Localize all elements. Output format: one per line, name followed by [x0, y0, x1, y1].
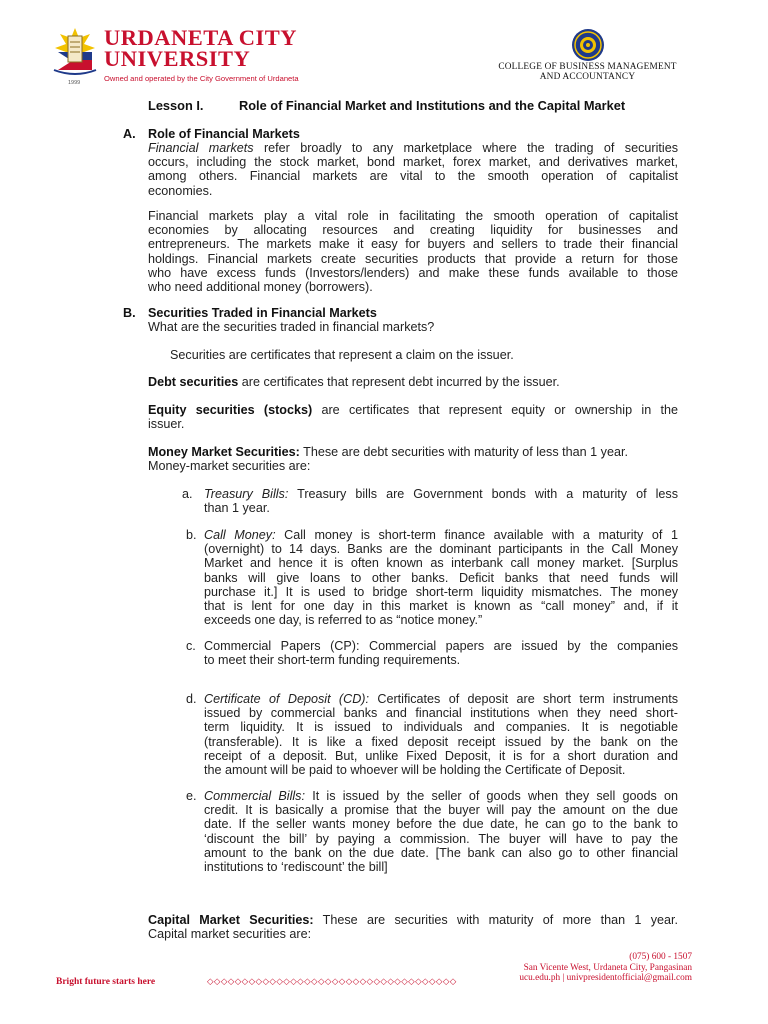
text-line: term liquidity. It is issued to individuals and companies. It is negotiable [204, 720, 678, 735]
university-subtitle: Owned and operated by the City Government of Urdaneta [104, 74, 299, 83]
item-c-letter: c. [186, 639, 196, 653]
commercial-bills-term: Commercial Bills: [204, 789, 305, 803]
college-name [460, 62, 715, 82]
text-line: Market and hence it is often known as interbank call money market. [Surplus [204, 556, 678, 571]
certificate-of-deposit-item [204, 692, 678, 777]
certificate-of-deposit-term: Certificate of Deposit (CD): [204, 692, 370, 706]
item-d-letter: d. [186, 692, 197, 706]
university-name [104, 25, 297, 71]
call-money-item [204, 528, 678, 627]
text-line: to meet their short-term funding requirements. [204, 653, 461, 668]
text-line: the amount will be paid to whoever will be holding the Certificate of Deposit. [204, 763, 626, 778]
capital-market-text [148, 913, 678, 941]
university-name-line1: URDANETA CITY [104, 25, 297, 50]
lesson-number: Lesson I. [148, 98, 204, 113]
text-line: issuer. [148, 417, 185, 432]
text-line: that is lent for one day in this market is known as “call money” and, if it [204, 599, 678, 614]
call-money-term: Call Money: [204, 528, 276, 542]
section-a-paragraph-1 [148, 141, 678, 198]
commercial-papers-item [204, 639, 678, 667]
university-name-line2: UNIVERSITY [104, 45, 251, 71]
text-line: credit. It is basically a promise that the buyer will pay the amount on the due [204, 803, 678, 818]
lesson-title: Role of Financial Market and Institutions and the Capital Market [239, 98, 626, 113]
text-line: It is issued by the seller of goods when they sell goods on [304, 789, 678, 803]
item-a-letter: a. [182, 487, 193, 501]
text-line: holdings. Financial markets create securities products that provide a return for those [148, 251, 678, 266]
logo-year: 1999 [68, 80, 81, 86]
text-line: than 1 year. [204, 501, 270, 516]
footer-address: San Vicente West, Urdaneta City, Pangasinan [523, 962, 692, 973]
text-line: Call money is short-term finance available with a maturity of 1 [275, 528, 678, 542]
text-line: date. If the seller wants money before the due date, he can go to the bank to [204, 817, 678, 832]
section-a-paragraph-2 [148, 209, 678, 294]
text-line: amount to the bank on the due date. [The bank can also go to other financial [204, 845, 678, 860]
text-line: economies by allocating resources and creating liquidity for businesses and [148, 223, 678, 238]
text-line: These are debt securities with maturity of less than 1 year. [299, 445, 628, 459]
capital-market-term: Capital Market Securities: [148, 913, 314, 927]
text-line: issued by commercial banks and financial institutions when they need short- [204, 706, 678, 721]
college-line1: COLLEGE OF BUSINESS MANAGEMENT [498, 62, 677, 72]
text-line: refer broadly to any marketplace where the trading of securities [253, 141, 679, 155]
debt-securities-term: Debt securities [148, 375, 239, 389]
equity-securities-text [148, 403, 678, 431]
university-logo [48, 24, 102, 86]
college-seal [571, 28, 605, 62]
text-line: institutions to ‘rediscount’ the bill] [204, 860, 388, 875]
text-line: Certificates of deposit are short term instruments [369, 692, 679, 706]
text-line: exceeds one day, is referred to as “notice money.” [204, 613, 483, 628]
footer-contact-block [519, 952, 692, 984]
item-e-letter: e. [186, 789, 197, 803]
financial-markets-term: Financial markets [148, 141, 254, 155]
text-line: among others. Financial markets are vital to the smooth operation of capitalist [148, 169, 678, 184]
section-b-title: Securities Traded in Financial Markets [148, 306, 377, 320]
text-line: economies. [148, 183, 213, 198]
footer-ornament: ◇◇◇◇◇◇◇◇◇◇◇◇◇◇◇◇◇◇◇◇◇◇◇◇◇◇◇◇◇◇◇◇◇◇◇◇ [207, 977, 457, 987]
item-b-letter: b. [186, 528, 197, 542]
text-line: receipt of a deposit. But, unlike Fixed Deposit, it is for a short duration and [204, 748, 678, 763]
section-b-question: What are the securities traded in financial markets? [148, 320, 435, 334]
text-line: Financial markets play a vital role in facilitating the smooth operation of capitalist [148, 209, 678, 223]
footer-phone: (075) 600 - 1507 [629, 952, 692, 962]
text-line: banks will give loans to other banks. Deficit banks that need funds will [204, 570, 678, 585]
treasury-bills-item [204, 487, 678, 515]
securities-definition: Securities are certificates that represent a claim on the issuer. [170, 348, 514, 362]
text-line: Money-market securities are: [148, 459, 311, 474]
text-line: Capital market securities are: [148, 927, 312, 942]
text-line: are certificates that represent debt incurred by the issuer. [238, 375, 560, 389]
text-line: entrepreneurs. The markets make it easy for buyers and sellers to trade their financial [148, 237, 678, 252]
money-market-text [148, 445, 678, 473]
text-line: occurs, including the stock market, bond market, forex market, and derivatives market, [148, 155, 678, 170]
treasury-bills-term: Treasury Bills: [204, 487, 289, 501]
text-line: Commercial Papers (CP): Commercial papers are issued by the companies [204, 639, 678, 653]
section-b-letter: B. [123, 306, 136, 320]
text-line: are certificates that represent equity or ownership in the [312, 403, 679, 417]
money-market-term: Money Market Securities: [148, 445, 300, 459]
text-line: ‘discount the bill’ by paying a commission. The buyer will have to pay the [204, 831, 678, 846]
section-a-title: Role of Financial Markets [148, 127, 300, 141]
text-line: (overnight) to 14 days. Banks are the dominant participants in the Call Money [204, 542, 678, 557]
commercial-bills-item [204, 789, 678, 874]
footer-web-email: ucu.edu.ph | univpresidentofficial@gmail.com [519, 973, 692, 984]
equity-securities-term: Equity securities (stocks) [148, 403, 313, 417]
text-line: who have excess funds (Investors/lenders) and make these funds available to those [148, 265, 678, 280]
footer-tagline: Bright future starts here [56, 977, 156, 987]
text-line: These are securities with maturity of more than 1 year. [313, 913, 678, 927]
debt-securities-text [148, 375, 560, 389]
text-line: purchase it.] It is used to bridge short-term liquidity mismatches. The money [204, 584, 678, 599]
college-line2: AND ACCOUNTANCY [539, 72, 636, 82]
section-a-letter: A. [123, 127, 136, 141]
text-line: who need additional money (borrowers). [148, 280, 373, 295]
text-line: Treasury bills are Government bonds with a maturity of less [288, 487, 679, 501]
text-line: (transferable). It is like a fixed deposit receipt issued by the bank on the [204, 734, 678, 749]
